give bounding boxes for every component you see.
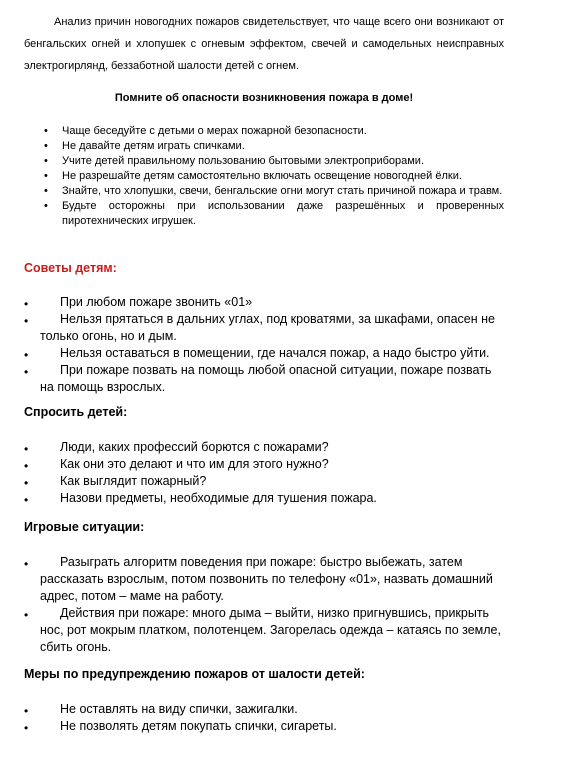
bullet-dot-icon: • <box>24 314 29 328</box>
list-item-text: Будьте осторожны при использовании даже разрешённых и проверенных пиротехнических игрушек. <box>62 200 504 227</box>
danger-list <box>44 124 504 229</box>
bullet-dot-icon: • <box>24 365 29 379</box>
bullet-dot-icon: • <box>44 140 48 152</box>
intro-text: Анализ причин новогодних пожаров свидетельствует, что чаще всего они возникают от бенгальских огней и хлопушек с огневым эффектом, свечей и самодельных неисправных электрогирлянд, беззаботной шалости детей с огнем. <box>24 16 504 72</box>
list-item <box>24 605 504 656</box>
list-item-text: Назови предметы, необходимые для тушения пожара. <box>60 491 377 505</box>
list-item <box>44 154 504 169</box>
bullet-dot-icon: • <box>24 557 29 571</box>
list-item-text: При любом пожаре звонить «01» <box>60 295 253 309</box>
prevention-list <box>24 701 504 735</box>
prevention-heading: Меры по предупреждению пожаров от шалости детей: <box>24 667 365 681</box>
list-item-text: Чаще беседуйте с детьми о мерах пожарной безопасности. <box>62 125 367 137</box>
list-item <box>44 124 504 139</box>
bullet-dot-icon: • <box>24 476 29 490</box>
danger-title: Помните об опасности возникновения пожара в доме! <box>114 92 414 104</box>
bullet-dot-icon: • <box>24 348 29 362</box>
bullet-dot-icon: • <box>24 442 29 456</box>
bullet-dot-icon: • <box>44 125 48 137</box>
bullet-dot-icon: • <box>24 297 29 311</box>
bullet-dot-icon: • <box>44 170 48 182</box>
list-item-text: Как выглядит пожарный? <box>60 474 207 488</box>
list-item <box>44 184 504 199</box>
list-item-text: Как они это делают и что им для этого нужно? <box>60 457 329 471</box>
bullet-dot-icon: • <box>44 155 48 167</box>
tips-heading: Советы детям: <box>24 261 117 275</box>
bullet-dot-icon: • <box>24 608 29 622</box>
list-item-text: Люди, каких профессий борются с пожарами? <box>60 440 329 454</box>
list-item-text: Не позволять детям покупать спички, сигареты. <box>60 719 337 733</box>
list-item <box>24 718 504 735</box>
list-item <box>24 294 504 311</box>
bullet-dot-icon: • <box>44 185 48 197</box>
list-item-text: При пожаре позвать на помощь любой опасной ситуации, пожаре позвать на помощь взрослых. <box>40 363 492 394</box>
list-item <box>24 554 504 605</box>
list-item <box>44 199 504 229</box>
bullet-dot-icon: • <box>24 459 29 473</box>
list-item <box>24 345 504 362</box>
list-item-text: Разыграть алгоритм поведения при пожаре: быстро выбежать, затем рассказать взрослым, потом позвонить по телефону «01», назвать домашний адрес, потом – маме на работу. <box>40 555 493 603</box>
list-item-text: Не оставлять на виду спички, зажигалки. <box>60 702 298 716</box>
list-item-text: Не давайте детям играть спичками. <box>62 140 245 152</box>
list-item <box>24 456 504 473</box>
ask-list <box>24 439 504 507</box>
bullet-dot-icon: • <box>44 200 48 212</box>
intro-paragraph <box>24 11 504 77</box>
games-list <box>24 554 504 656</box>
list-item-text: Учите детей правильному пользованию бытовыми электроприборами. <box>62 155 425 167</box>
list-item-text: Действия при пожаре: много дыма – выйти, низко пригнувшись, прикрыть нос, рот мокрым платком, полотенцем. Загорелась одежда – катаясь по земле, сбить огонь. <box>40 606 501 654</box>
list-item <box>24 490 504 507</box>
list-item <box>24 473 504 490</box>
list-item <box>24 311 504 345</box>
games-heading: Игровые ситуации: <box>24 520 145 534</box>
list-item-text: Нельзя оставаться в помещении, где начался пожар, а надо быстро уйти. <box>60 346 490 360</box>
list-item-text: Знайте, что хлопушки, свечи, бенгальские огни могут стать причиной пожара и травм. <box>62 185 503 197</box>
list-item <box>24 362 504 396</box>
bullet-dot-icon: • <box>24 704 29 718</box>
list-item-text: Не разрешайте детям самостоятельно включать освещение новогодней ёлки. <box>62 170 462 182</box>
ask-heading: Спросить детей: <box>24 405 128 419</box>
list-item <box>24 439 504 456</box>
list-item-text: Нельзя прятаться в дальних углах, под кроватями, за шкафами, опасен не только огонь, но и дым. <box>40 312 495 343</box>
bullet-dot-icon: • <box>24 493 29 507</box>
bullet-dot-icon: • <box>24 721 29 735</box>
list-item <box>24 701 504 718</box>
tips-list <box>24 294 504 396</box>
list-item <box>44 139 504 154</box>
list-item <box>44 169 504 184</box>
